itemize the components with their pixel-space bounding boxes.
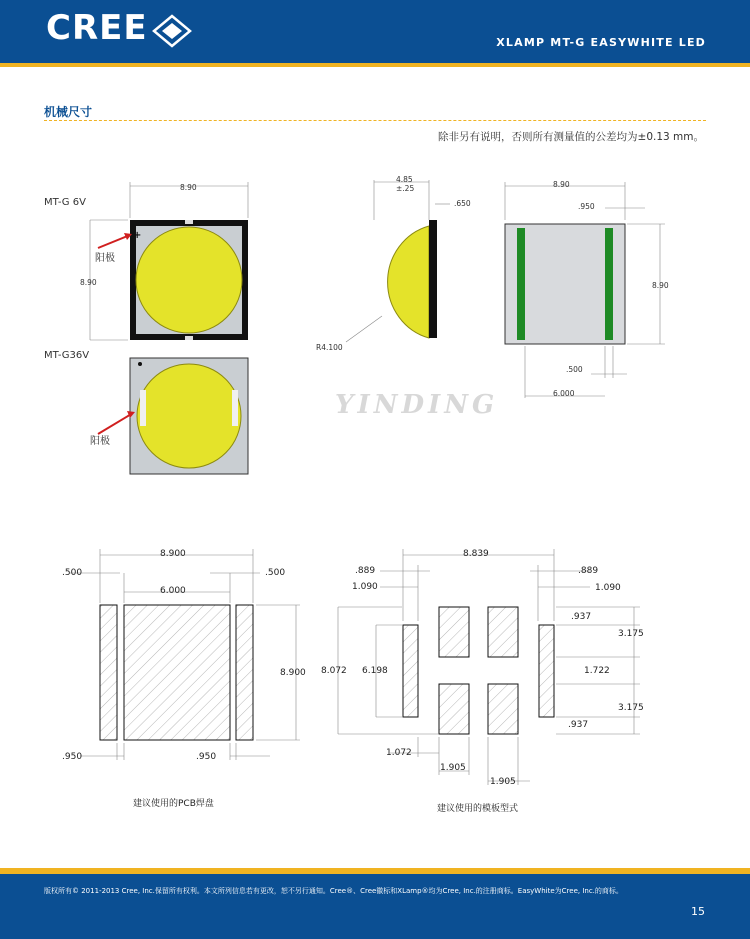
section-title: 机械尺寸 [44,105,93,119]
top-6v-height: 8.90 [80,278,97,287]
pcb-caption: 建议使用的PCB焊盘 [133,799,214,809]
footer-bar [0,874,750,939]
top-view-36v-drawing [80,350,270,480]
header-title: XLAMP MT-G EASYWHITE LED [496,36,706,49]
variant-6v-label: MT-G 6V [44,197,86,208]
side-height: 4.85 [396,175,413,184]
bottom-view-drawing [495,178,675,403]
stencil-gap-bottom: .937 [568,720,589,730]
pcb-overall-width: 8.900 [160,549,186,559]
stencil-pad-width-right: 1.905 [490,777,516,787]
pcb-left-pad: .500 [62,568,83,578]
pcb-center-pad: 6.000 [160,586,186,596]
stencil-right-offset: 1.090 [595,583,621,593]
side-view-drawing [300,170,480,360]
side-height-tol: ±.25 [396,184,415,193]
variant-36v-label: MT-G36V [44,350,90,361]
stencil-strip-height: 6.198 [362,666,388,676]
cree-logo-icon [150,14,198,48]
section-divider [44,120,706,121]
bottom-width: 8.90 [553,180,570,189]
bottom-height: 8.90 [652,281,669,290]
stencil-caption: 建议使用的模板型式 [437,804,519,814]
pcb-height: 8.900 [280,668,306,678]
pcb-right-pad: .500 [265,568,286,578]
stencil-gap-top: .937 [571,612,592,622]
stencil-overall-width: 8.839 [463,549,489,559]
stencil-right-outer: .889 [578,566,599,576]
page-number: 15 [691,905,705,918]
stencil-overall-height: 8.072 [321,666,347,676]
anode-label-36v: 阳极 [90,436,110,447]
watermark: YINDING [335,390,499,420]
stencil-left-outer: .889 [355,566,376,576]
svg-text:+: + [133,230,142,241]
header-stripe [0,63,750,67]
bottom-pad-span: 6.000 [553,389,575,398]
cree-logo-text: CREE [46,8,148,48]
footer-copyright: 版权所有© 2011-2013 Cree, Inc.保留所有权利。本文所列信息若有更改，恕不另行通知。Cree®、Cree徽标和XLamp®均为Cree, Inc.的注册商标。EasyWhite为Cree, Inc.的商标。 [44,887,623,895]
pcb-right-gap: .950 [196,752,217,762]
stencil-pad-height-upper: 3.175 [618,629,644,639]
stencil-center-gap: 1.722 [584,666,610,676]
top-6v-width: 8.90 [180,183,197,192]
side-thickness: .650 [454,199,471,208]
anode-label-6v: 阳极 [95,253,115,264]
side-radius: R4.100 [316,343,343,352]
pcb-left-gap: .950 [62,752,83,762]
stencil-pad-height-lower: 3.175 [618,703,644,713]
pcb-pad-drawing [60,545,320,775]
tolerance-note: 除非另有说明，否则所有测量值的公差均为±0.13 mm。 [438,131,704,143]
stencil-strip-to-pad: 1.072 [386,748,412,758]
bottom-pad-gap: .950 [578,202,595,211]
stencil-pad-width-left: 1.905 [440,763,466,773]
stencil-left-offset: 1.090 [352,582,378,592]
bottom-pad-width: .500 [566,365,583,374]
